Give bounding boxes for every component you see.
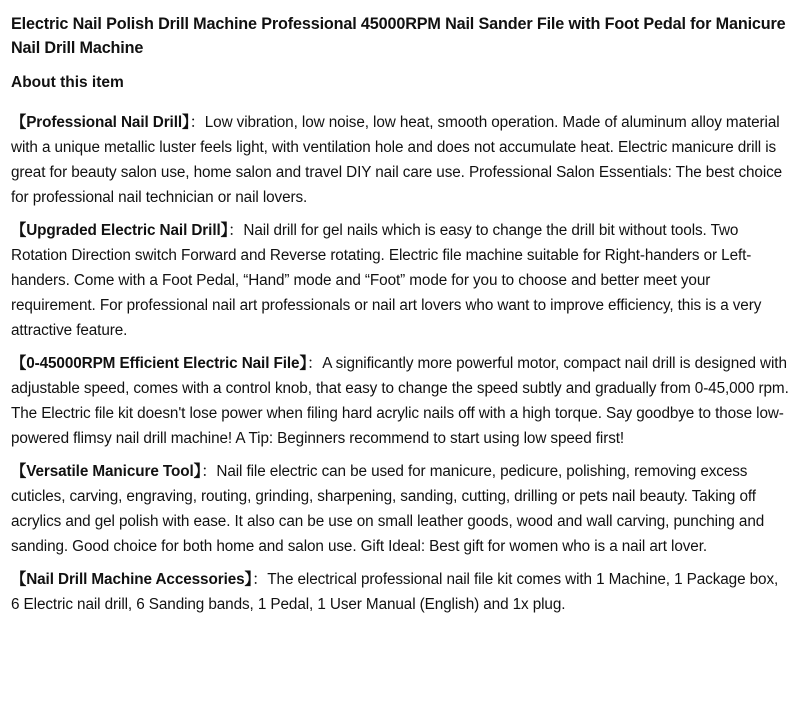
feature-heading: 【Nail Drill Machine Accessories】: [11, 571, 253, 588]
feature-bullet: [11, 110, 790, 210]
feature-bullet: [11, 459, 790, 559]
feature-text: ：A significantly more powerful motor, compact nail drill is designed with adjustable speed, comes with a control knob, that easy to change the speed subtly and gradually from 0-45,000 rpm. The Electric file kit doesn't lose power when filing hard acrylic nails off with a high torque. Say goodbye to those low-powered flimsy nail drill machine! A Tip: Beginners recommend to start using low speed first!: [11, 355, 789, 447]
feature-bullet: [11, 567, 790, 617]
feature-bullet: [11, 218, 790, 343]
feature-heading: 【0-45000RPM Efficient Electric Nail File】: [11, 355, 307, 372]
feature-text: ：The electrical professional nail file kit comes with 1 Machine, 1 Package box, 6 Electric nail drill, 6 Sanding bands, 1 Pedal, 1 User Manual (English) and 1x plug.: [11, 571, 779, 613]
feature-heading: 【Versatile Manicure Tool】: [11, 463, 202, 480]
feature-heading: 【Upgraded Electric Nail Drill】: [11, 222, 229, 239]
about-heading: About this item: [11, 74, 124, 91]
feature-text: ：Nail drill for gel nails which is easy to change the drill bit without tools. Two Rotation Direction switch Forward and Reverse rotating. Electric file machine suitable for Right-handers or Left-handers. Come with a Foot Pedal, “Hand” mode and “Foot” mode for you to choose and better meet your requirement. For professional nail art professionals or nail art lovers who want to improve efficiency, this is a very attractive feature.: [11, 222, 762, 339]
product-title: Electric Nail Polish Drill Machine Professional 45000RPM Nail Sander File with Foot Pedal for Manicure Nail Drill Machine: [11, 15, 786, 57]
feature-text: ：Nail file electric can be used for manicure, pedicure, polishing, removing excess cuticles, carving, engraving, routing, grinding, sharpening, sanding, cutting, drilling or pets nail beauty. Taking off acrylics and gel polish with ease. It also can be use on small leather goods, wood and wall carving, punching and sanding. Good choice for both home and salon use. Gift Ideal: Best gift for women who is a nail art lover.: [11, 463, 765, 555]
feature-text: ：Low vibration, low noise, low heat, smooth operation. Made of aluminum alloy material with a unique metallic luster feels light, with ventilation hole and does not accumulate heat. Electric manicure drill is great for beauty salon use, home salon and travel DIY nail care use. Professional Salon Essentials: The best choice for professional nail technician or nail lovers.: [11, 114, 783, 206]
feature-bullet: [11, 351, 790, 451]
feature-heading: 【Professional Nail Drill】: [11, 114, 190, 131]
